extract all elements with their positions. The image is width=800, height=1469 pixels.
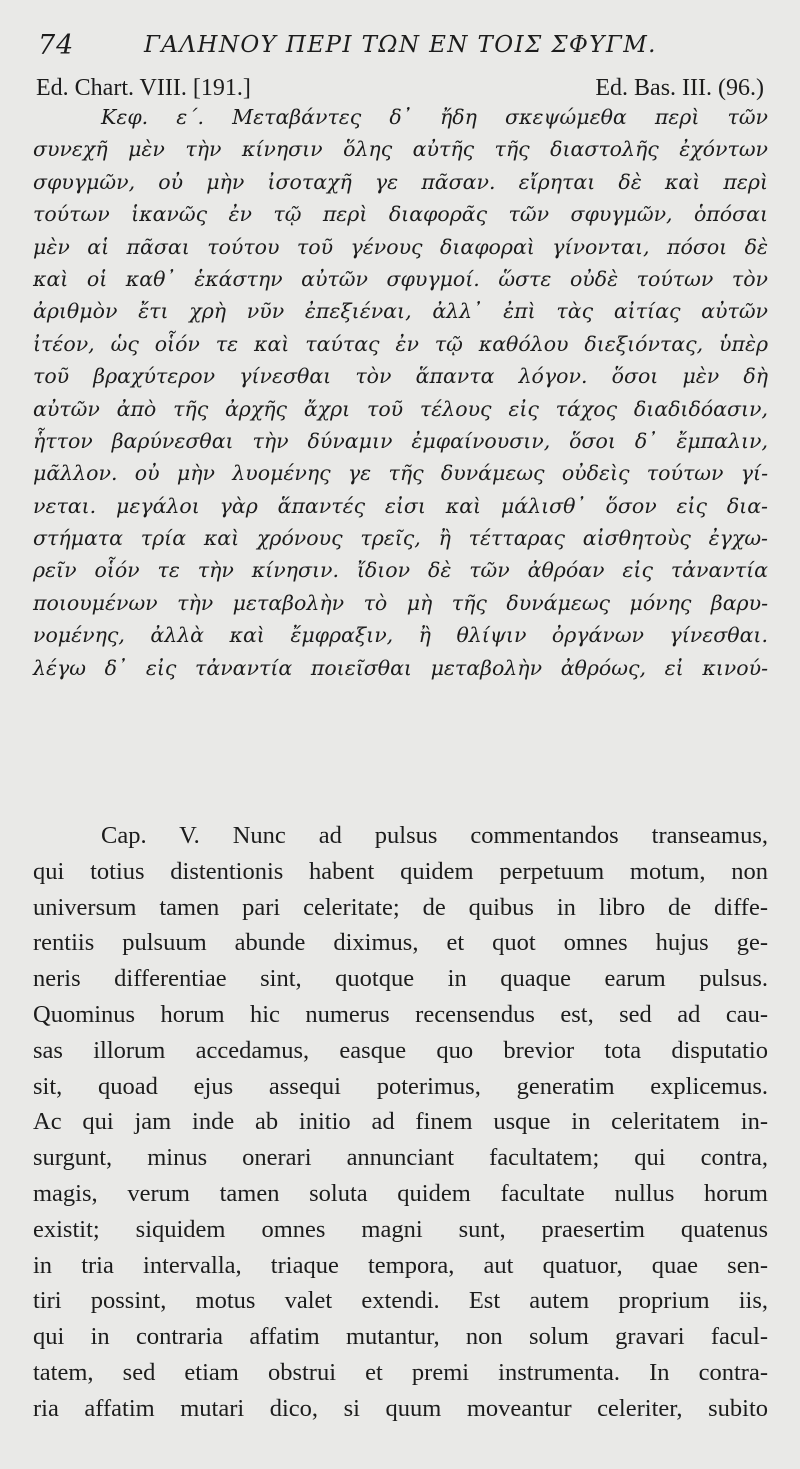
greek-line: αὐτῶν ἀπὸ τῆς ἀρχῆς ἄχρι τοῦ τέλους εἰς τάχος διαδιδόασιν, [33, 396, 768, 421]
latin-line: Ac qui jam inde ab initio ad finem usque in celeritatem in- [33, 1108, 768, 1136]
latin-line: existit; siquidem omnes magni sunt, praesertim quatenus [33, 1215, 768, 1243]
greek-line: Κεφ. ε΄. Μεταβάντες δ᾽ ἤδη σκεψώμεθα περὶ τῶν [101, 105, 768, 129]
greek-line: μᾶλλον. οὐ μὴν λυομένης γε τῆς δυνάμεως οὐδεὶς τούτων γί- [33, 461, 768, 486]
greek-line: λέγω δ᾽ εἰς τἀναντία ποιεῖσθαι μεταβολὴν ἀθρόως, εἰ κινού- [33, 655, 768, 680]
latin-line: tatem, sed etiam obstrui et premi instrumenta. In contra- [33, 1358, 768, 1386]
latin-line: magis, verum tamen soluta quidem facultate nullus horum [33, 1179, 768, 1207]
greek-line: ἀριθμὸν ἔτι χρὴ νῦν ἐπεξιέναι, ἀλλ᾽ ἐπὶ τὰς αἰτίας αὐτῶν [33, 299, 768, 324]
latin-line: in tria intervalla, triaque tempora, aut quatuor, quae sen- [33, 1251, 768, 1279]
greek-text-block [33, 101, 768, 684]
latin-line: sit, quoad ejus assequi poterimus, generatim explicemus. [33, 1072, 768, 1100]
latin-line: qui in contraria affatim mutantur, non solum gravari facul- [33, 1323, 768, 1351]
greek-line: ἧττον βαρύνεσθαι τὴν δύναμιν ἐμφαίνουσιν, ὅσοι δ᾽ ἔμπαλιν, [33, 428, 768, 453]
edition-basel: Ed. Bas. III. (96.) [595, 75, 764, 101]
greek-line: ρεῖν οἷόν τε τὴν κίνησιν. ἴδιον δὲ τῶν ἀθρόαν εἰς τἀναντία [33, 558, 768, 583]
greek-line: νεται. μεγάλοι γὰρ ἅπαντές εἰσι καὶ μάλισθ᾽ ὅσον εἰς δια- [33, 493, 768, 518]
greek-line: ἰτέον, ὡς οἷόν τε καὶ ταύτας ἐν τῷ καθόλου διεξιόντας, ὑπὲρ [33, 331, 768, 356]
greek-line: σφυγμῶν, οὐ μὴν ἰσοταχῆ γε πᾶσαν. εἴρηται δὲ καὶ περὶ [33, 169, 768, 194]
latin-line: universum tamen pari celeritate; de quibus in libro de diffe- [33, 893, 768, 921]
running-title: ΓΑΛΗΝΟΥ ΠΕΡΙ ΤΩΝ ΕΝ ΤΟΙΣ ΣΦΥΓΜ. [144, 32, 657, 58]
page-number: 74 [38, 30, 75, 61]
greek-line: τούτων ἱκανῶς ἐν τῷ περὶ διαφορᾶς τῶν σφυγμῶν, ὁπόσαι [33, 202, 768, 227]
running-head [32, 30, 772, 64]
greek-line: συνεχῆ μὲν τὴν κίνησιν ὅλης αὐτῆς τῆς διαστολῆς ἐχόντων [33, 137, 768, 162]
greek-line: στήματα τρία καὶ χρόνους τρεῖς, ἢ τέτταρας αἰσθητοὺς ἐγχω- [33, 526, 768, 551]
latin-line: tiri possint, motus valet extendi. Est autem proprium iis, [33, 1287, 768, 1315]
latin-line: qui totius distentionis habent quidem perpetuum motum, non [33, 857, 768, 885]
latin-line: surgunt, minus onerari annunciant facultatem; qui contra, [33, 1144, 768, 1172]
greek-line: τοῦ βραχύτερον γίνεσθαι τὸν ἅπαντα λόγον. ὅσοι μὲν δὴ [33, 364, 768, 389]
latin-line: ria affatim mutari dico, si quum moveantur celeriter, subito [33, 1394, 768, 1422]
latin-line: Quominus horum hic numerus recensendus est, sed ad cau- [33, 1000, 768, 1028]
latin-line: Cap. V. Nunc ad pulsus commentandos transeamus, [101, 822, 768, 849]
latin-line: sas illorum accedamus, easque quo brevior tota disputatio [33, 1036, 768, 1064]
latin-text-block [33, 818, 768, 1427]
latin-line: rentiis pulsuum abunde diximus, et quot omnes hujus ge- [33, 929, 768, 957]
latin-line: neris differentiae sint, quotque in quaque earum pulsus. [33, 965, 768, 993]
edition-chartier: Ed. Chart. VIII. [191.] [36, 75, 251, 101]
greek-line: ποιουμένων τὴν μεταβολὴν τὸ μὴ τῆς δυνάμεως μόνης βαρυ- [33, 590, 768, 615]
greek-line: καὶ οἱ καθ᾽ ἑκάστην αὐτῶν σφυγμοί. ὥστε οὐδὲ τούτων τὸν [33, 266, 768, 291]
greek-line: νομένης, ἀλλὰ καὶ ἔμφραξιν, ἢ θλίψιν ὀργάνων γίνεσθαι. [33, 623, 768, 648]
greek-line: μὲν αἱ πᾶσαι τούτου τοῦ γένους διαφοραὶ γίνονται, πόσοι δὲ [33, 234, 768, 259]
